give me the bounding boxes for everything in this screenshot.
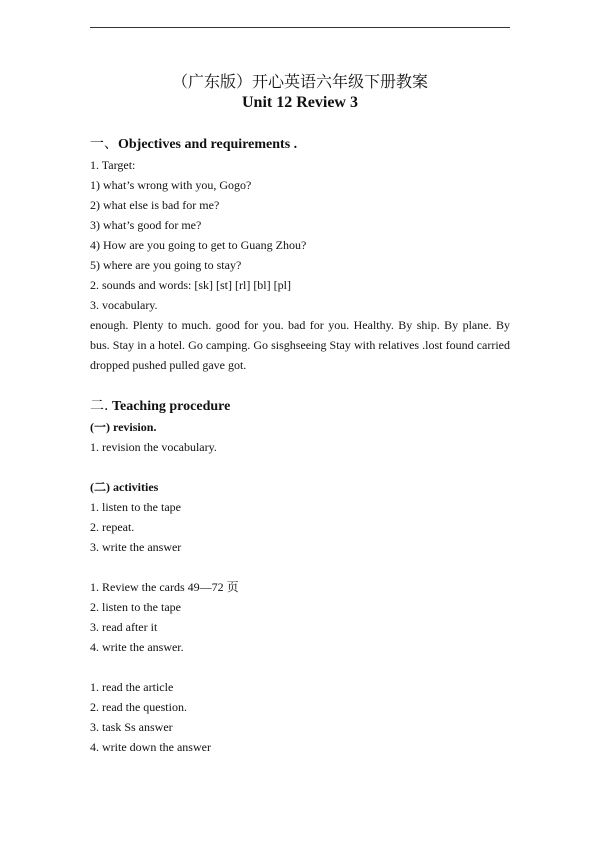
procedure-item: 1. read the article [90, 680, 174, 694]
target-item: 1) what’s wrong with you, Gogo? [90, 178, 252, 192]
top-divider [90, 27, 510, 28]
target-item: 5) where are you going to stay? [90, 258, 242, 272]
document-title-unit: Unit 12 Review 3 [242, 94, 358, 111]
target-item: 4) How are you going to get to Guang Zhou? [90, 238, 307, 252]
procedure-item: 1. listen to the tape [90, 500, 181, 514]
section-number: 一、 [90, 136, 118, 152]
procedure-item: 2. repeat. [90, 520, 135, 534]
procedure-item: 2. listen to the tape [90, 600, 181, 614]
section-heading-text: Teaching procedure [108, 399, 231, 414]
document-body [90, 133, 510, 757]
procedure-item: 1. Review the cards 49—72 页 [90, 580, 239, 594]
target-label: 1. Target: [90, 158, 136, 172]
procedure-item: 4. write down the answer [90, 740, 211, 754]
target-item: 3) what’s good for me? [90, 218, 202, 232]
section-heading-teaching-procedure [90, 395, 510, 417]
section-number: 二. [90, 398, 109, 414]
section-heading-objectives [90, 133, 510, 155]
procedure-item: 3. task Ss answer [90, 720, 173, 734]
target-item: 2) what else is bad for me? [90, 198, 220, 212]
document-title-chinese: （广东版）开心英语六年级下册教案 [171, 72, 428, 91]
sounds-and-words: 2. sounds and words: [sk] [st] [rl] [bl] [pl] [90, 278, 291, 292]
vocabulary-paragraph: enough. Plenty to much. good for you. bad for you. Healthy. By ship. By plane. By bus. Stay in a hotel. Go camping. Go sisghseeing Stay with relatives .lost found carried dropped pushed pulled gave got. [90, 318, 510, 372]
subheading-revision: (一) revision. [90, 420, 157, 434]
procedure-item: 1. revision the vocabulary. [90, 440, 217, 454]
procedure-item: 3. read after it [90, 620, 158, 634]
subheading-activities: (二) activities [90, 480, 159, 494]
section-heading-text: Objectives and requirements . [118, 137, 298, 152]
procedure-item: 2. read the question. [90, 700, 187, 714]
procedure-item: 4. write the answer. [90, 640, 184, 654]
procedure-item: 3. write the answer [90, 540, 182, 554]
vocabulary-label: 3. vocabulary. [90, 298, 158, 312]
